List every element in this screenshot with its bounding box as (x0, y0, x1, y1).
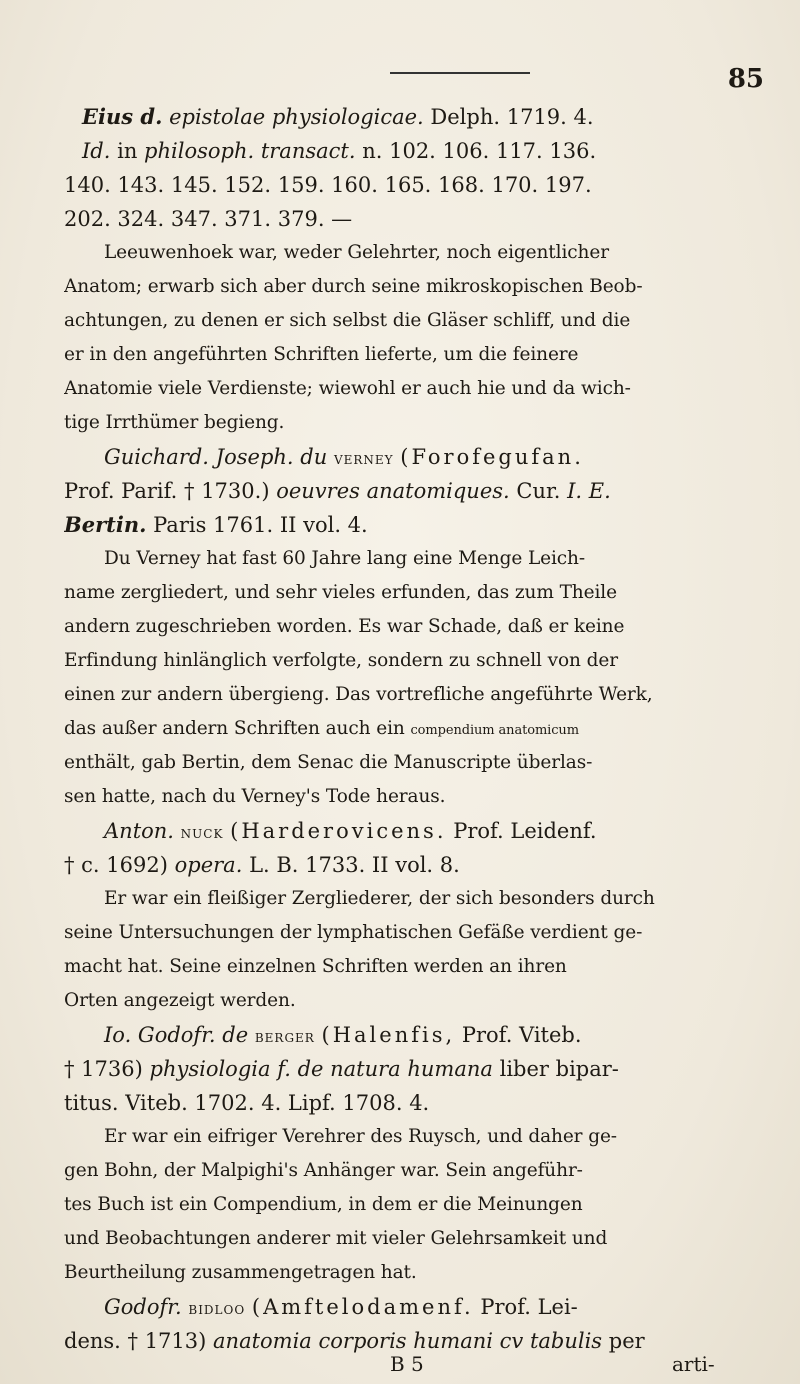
commentary-line: Anatom; erwarb sich aber durch seine mikroskopischen Beob- (64, 276, 643, 297)
commentary-line: seine Untersuchungen der lymphatischen Gefäße verdient ge- (64, 922, 643, 943)
commentary-line: Leeuwenhoek war, weder Gelehrter, noch eigentlicher (104, 242, 609, 263)
commentary-line: Beurtheilung zusammengetragen hat. (64, 1262, 417, 1283)
entry-line: † c. 1692) opera. L. B. 1733. II vol. 8. (64, 853, 460, 877)
entry-line: Godofr. bidloo (Amftelodamenf. Prof. Lei- (104, 1295, 578, 1319)
commentary-line: tes Buch ist ein Compendium, in dem er die Meinungen (64, 1194, 583, 1215)
entry-line: Guichard. Joseph. du verney (Forofegufan. (104, 445, 584, 469)
entry-line: Id. in philosoph. transact. n. 102. 106. 117. 136. (82, 139, 597, 163)
entry-line: 202. 324. 347. 371. 379. — (64, 207, 353, 231)
entry-line: titus. Viteb. 1702. 4. Lipf. 1708. 4. (64, 1091, 430, 1115)
commentary-line: einen zur andern übergieng. Das vortrefliche angeführte Werk, (64, 684, 653, 705)
catchword: arti- (672, 1352, 715, 1376)
commentary-line: achtungen, zu denen er sich selbst die Gläser schliff, und die (64, 310, 631, 331)
commentary-line: macht hat. Seine einzelnen Schriften werden an ihren (64, 956, 567, 977)
commentary-line: Anatomie viele Verdienste; wiewohl er auch hie und da wich- (64, 378, 631, 399)
commentary-line: name zergliedert, und sehr vieles erfunden, das zum Theile (64, 582, 617, 603)
header-rule (390, 72, 530, 74)
page-number: 85 (727, 64, 764, 94)
entry-line: 140. 143. 145. 152. 159. 160. 165. 168. 170. 197. (64, 173, 592, 197)
entry-line: † 1736) physiologia f. de natura humana liber bipar- (64, 1057, 619, 1081)
commentary-line: er in den angeführten Schriften lieferte, um die feinere (64, 344, 579, 365)
entry-line: Io. Godofr. de berger (Halenfis, Prof. Viteb. (104, 1023, 582, 1047)
entry-line: Eius d. epistolae physiologicae. Delph. 1719. 4. (82, 104, 594, 129)
entry-line: Prof. Parif. † 1730.) oeuvres anatomiques. Cur. I. E. (64, 479, 611, 503)
entry-line: dens. † 1713) anatomia corporis humani cv tabulis per (64, 1329, 645, 1353)
commentary-line: Orten angezeigt werden. (64, 990, 296, 1011)
commentary-line: tige Irrthümer begieng. (64, 412, 285, 433)
commentary-line: sen hatte, nach du Verney's Tode heraus. (64, 786, 446, 807)
commentary-line: Er war ein fleißiger Zergliederer, der sich besonders durch (104, 888, 655, 909)
entry-line: Anton. nuck (Harderovicens. Prof. Leidenf. (104, 819, 597, 843)
commentary-line: Erfindung hinlänglich verfolgte, sondern zu schnell von der (64, 650, 618, 671)
commentary-line: Du Verney hat fast 60 Jahre lang eine Menge Leich- (104, 548, 586, 569)
commentary-line: und Beobachtungen anderer mit vieler Gelehrsamkeit und (64, 1228, 608, 1249)
commentary-line: gen Bohn, der Malpighi's Anhänger war. Sein angeführ- (64, 1160, 583, 1181)
commentary-line: das außer andern Schriften auch ein compendium anatomicum (64, 718, 579, 739)
commentary-line: andern zugeschrieben worden. Es war Schade, daß er keine (64, 616, 625, 637)
entry-line: Bertin. Paris 1761. II vol. 4. (64, 512, 368, 537)
signature-mark: B 5 (390, 1352, 424, 1376)
page-text (64, 100, 764, 1358)
commentary-line: enthält, gab Bertin, dem Senac die Manuscripte überlas- (64, 752, 593, 773)
commentary-line: Er war ein eifriger Verehrer des Ruysch, und daher ge- (104, 1126, 617, 1147)
